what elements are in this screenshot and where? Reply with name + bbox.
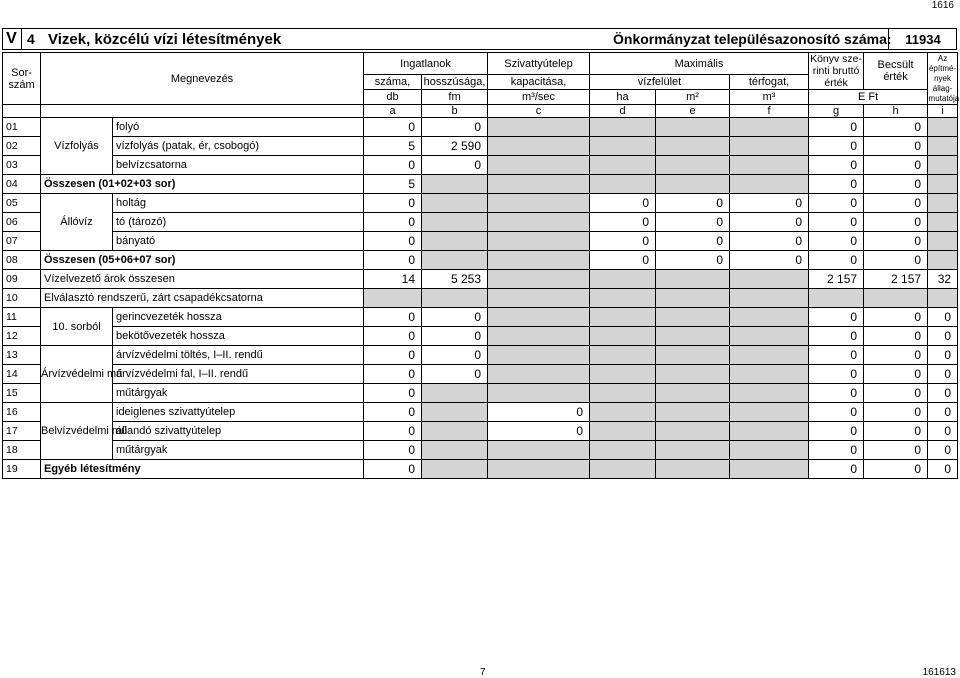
cell-h: 0 [864,308,928,327]
cell-e [656,346,730,365]
cell-a: 0 [364,460,422,479]
cell-b [422,194,488,213]
cell-a: 0 [364,327,422,346]
cell-h: 0 [864,365,928,384]
table-row [3,327,958,346]
col-letter: b [422,105,488,118]
cell-f [730,441,809,460]
row-label: bekötővezeték hossza [113,327,364,346]
cell-d [590,308,656,327]
cell-i [928,251,958,270]
cell-b [422,289,488,308]
cell-a: 0 [364,308,422,327]
cell-d: 0 [590,194,656,213]
col-letter: h [864,105,928,118]
cell-h: 0 [864,251,928,270]
row-label: műtárgyak [113,384,364,403]
cell-f [730,156,809,175]
row-label: Elválasztó rendszerű, zárt csapadékcsatorna [41,289,364,308]
cell-d [590,270,656,289]
table-row [3,156,958,175]
cell-i [928,194,958,213]
table-row [3,232,958,251]
cell-b [422,403,488,422]
header-sorszam: Sor- szám [3,53,41,105]
cell-c: 0 [488,403,590,422]
table-row [3,213,958,232]
cell-b: 0 [422,308,488,327]
cell-a: 0 [364,365,422,384]
row-number: 16 [3,403,41,422]
row-label: Összesen (05+06+07 sor) [41,251,364,270]
cell-d [590,422,656,441]
cell-g: 0 [809,422,864,441]
cell-e: 0 [656,232,730,251]
cell-d: 0 [590,251,656,270]
cell-e [656,270,730,289]
header-szama: száma, [364,75,422,90]
cell-c [488,327,590,346]
cell-f [730,346,809,365]
col-letter: i [928,105,958,118]
row-number: 08 [3,251,41,270]
row-number: 14 [3,365,41,384]
cell-c [488,118,590,137]
table-row [3,346,958,365]
cell-i: 0 [928,460,958,479]
cell-c [488,270,590,289]
row-label: Egyéb létesítmény [41,460,364,479]
row-label: belvízcsatorna [113,156,364,175]
row-number: 10 [3,289,41,308]
cell-e [656,441,730,460]
cell-i: 0 [928,422,958,441]
header-hosszusaga: hosszúsága, [422,75,488,90]
cell-i: 0 [928,346,958,365]
cell-h: 0 [864,232,928,251]
cell-g: 0 [809,346,864,365]
cell-b: 0 [422,365,488,384]
row-number: 06 [3,213,41,232]
row-number: 01 [3,118,41,137]
cell-b [422,460,488,479]
cell-g: 0 [809,232,864,251]
cell-d [590,156,656,175]
cell-e: 0 [656,194,730,213]
header-konyv: Könyv sze- rinti bruttó érték [810,53,863,89]
cell-e [656,118,730,137]
table-row [3,194,958,213]
cell-f: 0 [730,251,809,270]
cell-d [590,384,656,403]
table-row [3,384,958,403]
cell-h: 0 [864,175,928,194]
cell-b [422,422,488,441]
col-letter: d [590,105,656,118]
table-row [3,251,958,270]
header-maximalis: Maximális [590,53,809,75]
col-letter: a [364,105,422,118]
cell-g: 0 [809,137,864,156]
cell-d [590,460,656,479]
cell-c [488,175,590,194]
row-number: 07 [3,232,41,251]
header-m3: m³ [730,90,809,105]
group-label: Vízfolyás [41,118,113,175]
table-row [3,270,958,289]
cell-c [488,365,590,384]
cell-h: 0 [864,213,928,232]
col-letter: c [488,105,590,118]
cell-g: 0 [809,251,864,270]
row-label: árvízvédelmi töltés, I–II. rendű [113,346,364,365]
cell-h: 0 [864,422,928,441]
header-ha: ha [590,90,656,105]
cell-h: 0 [864,194,928,213]
cell-c [488,251,590,270]
cell-b: 2 590 [422,137,488,156]
cell-h [864,289,928,308]
cell-c [488,460,590,479]
header-m3sec: m³/sec [488,90,590,105]
cell-d [590,118,656,137]
row-label: tó (tározó) [113,213,364,232]
cell-c [488,232,590,251]
cell-e [656,422,730,441]
row-label: műtárgyak [113,441,364,460]
cell-f [730,384,809,403]
cell-f [730,137,809,156]
municipality-code: 11934 [888,28,957,50]
cell-e [656,308,730,327]
group-label: Árvízvédelmi mű [41,346,113,403]
cell-i: 0 [928,403,958,422]
cell-c [488,213,590,232]
cell-g: 0 [809,175,864,194]
cell-d [590,175,656,194]
cell-f: 0 [730,194,809,213]
cell-b [422,232,488,251]
cell-c [488,441,590,460]
cell-a: 5 [364,137,422,156]
cell-e [656,289,730,308]
col-letter: g [809,105,864,118]
row-number: 02 [3,137,41,156]
cell-i: 32 [928,270,958,289]
cell-c [488,384,590,403]
cell-i [928,118,958,137]
cell-c [488,289,590,308]
row-label: gerincvezeték hossza [113,308,364,327]
col-letter: f [730,105,809,118]
cell-c [488,308,590,327]
row-number: 05 [3,194,41,213]
cell-g: 0 [809,194,864,213]
cell-i [928,289,958,308]
row-number: 17 [3,422,41,441]
table-row [3,137,958,156]
cell-a: 0 [364,213,422,232]
row-number: 03 [3,156,41,175]
table-row [3,460,958,479]
cell-f [730,175,809,194]
cell-i: 0 [928,441,958,460]
group-label: Belvízvédelmi mű [41,403,113,460]
col-letter: e [656,105,730,118]
cell-a: 0 [364,194,422,213]
cell-i [928,156,958,175]
cell-b [422,251,488,270]
cell-c [488,346,590,365]
cell-e [656,403,730,422]
cell-h: 0 [864,460,928,479]
cell-d: 0 [590,232,656,251]
header-ingatlanok: Ingatlanok [364,53,488,75]
cell-d [590,403,656,422]
row-label: árvízvédelmi fal, I–II. rendű [113,365,364,384]
header-m2: m² [656,90,730,105]
cell-f [730,365,809,384]
cell-g [809,289,864,308]
row-label: folyó [113,118,364,137]
cell-d [590,441,656,460]
header-becsult: Becsült érték [864,53,928,90]
cell-a: 0 [364,232,422,251]
cell-g: 0 [809,384,864,403]
cell-i [928,213,958,232]
cell-i: 0 [928,308,958,327]
table-row [3,308,958,327]
table-row [3,403,958,422]
table-row [3,175,958,194]
row-number: 19 [3,460,41,479]
cell-f [730,118,809,137]
cell-a: 0 [364,441,422,460]
row-label: állandó szivattyútelep [113,422,364,441]
cell-b: 0 [422,118,488,137]
cell-f [730,270,809,289]
header-megnevezes: Megnevezés [41,53,364,105]
cell-i: 0 [928,327,958,346]
group-label: 10. sorból [41,308,113,346]
cell-h: 0 [864,346,928,365]
cell-d [590,365,656,384]
cell-b: 0 [422,156,488,175]
cell-f [730,308,809,327]
header-allag: Az építmé- nyek állag- mutatója [928,53,960,103]
cell-b [422,213,488,232]
cell-f [730,403,809,422]
header-fm: fm [422,90,488,105]
table-row [3,365,958,384]
header-db: db [364,90,422,105]
cell-h: 0 [864,118,928,137]
cell-g: 0 [809,308,864,327]
cell-b [422,441,488,460]
cell-c: 0 [488,422,590,441]
cell-d [590,137,656,156]
cell-i: 0 [928,384,958,403]
cell-b [422,175,488,194]
table-row [3,289,958,308]
section-number: 4 [27,31,35,47]
row-number: 12 [3,327,41,346]
cell-f [730,460,809,479]
table-row [3,441,958,460]
header-eft: E Ft [809,90,928,105]
cell-i [928,232,958,251]
cell-e [656,156,730,175]
cell-c [488,194,590,213]
cell-e: 0 [656,213,730,232]
section-letter: V [2,28,22,50]
row-label: Összesen (01+02+03 sor) [41,175,364,194]
cell-h: 0 [864,403,928,422]
cell-a [364,289,422,308]
row-number: 04 [3,175,41,194]
header-kapacitasa: kapacitása, [488,75,590,90]
cell-a: 5 [364,175,422,194]
cell-f [730,327,809,346]
cell-c [488,156,590,175]
cell-d: 0 [590,213,656,232]
row-number: 15 [3,384,41,403]
cell-g: 0 [809,213,864,232]
cell-g: 0 [809,327,864,346]
cell-h: 0 [864,384,928,403]
cell-a: 0 [364,384,422,403]
row-label: Vízelvezető árok összesen [41,270,364,289]
table-row [3,422,958,441]
cell-g: 0 [809,441,864,460]
cell-f: 0 [730,232,809,251]
row-number: 13 [3,346,41,365]
footer-code: 161613 [922,667,956,678]
row-number: 11 [3,308,41,327]
section-title: Vizek, közcélú vízi létesítmények [48,31,282,48]
municipality-label: Önkormányzat településazonosító száma: [613,31,892,47]
cell-g: 2 157 [809,270,864,289]
group-label: Állóvíz [41,194,113,251]
cell-h: 0 [864,137,928,156]
cell-a: 0 [364,118,422,137]
cell-b: 0 [422,346,488,365]
row-label: bányató [113,232,364,251]
cell-i: 0 [928,365,958,384]
cell-h: 0 [864,327,928,346]
table-row [3,118,958,137]
cell-g: 0 [809,365,864,384]
cell-g: 0 [809,460,864,479]
cell-h: 0 [864,441,928,460]
cell-e: 0 [656,251,730,270]
data-table [2,52,958,479]
cell-f [730,289,809,308]
cell-e [656,137,730,156]
cell-f [730,422,809,441]
footer-page-number: 7 [480,667,486,678]
cell-a: 0 [364,346,422,365]
cell-h: 0 [864,156,928,175]
header-terfogat: térfogat, [730,75,809,90]
cell-a: 0 [364,403,422,422]
row-label: vízfolyás (patak, ér, csobogó) [113,137,364,156]
row-label: holtág [113,194,364,213]
cell-e [656,460,730,479]
cell-b: 0 [422,327,488,346]
cell-e [656,327,730,346]
row-number: 18 [3,441,41,460]
cell-g: 0 [809,156,864,175]
cell-b [422,384,488,403]
header-vizfelulet: vízfelület [590,75,730,90]
row-number: 09 [3,270,41,289]
cell-d [590,327,656,346]
cell-g: 0 [809,118,864,137]
cell-a: 0 [364,156,422,175]
cell-d [590,289,656,308]
cell-e [656,175,730,194]
header-szivattyutelep: Szivattyútelep [488,53,590,75]
cell-c [488,137,590,156]
cell-a: 14 [364,270,422,289]
row-label: ideiglenes szivattyútelep [113,403,364,422]
cell-i [928,137,958,156]
cell-d [590,346,656,365]
cell-i [928,175,958,194]
cell-a: 0 [364,251,422,270]
cell-e [656,365,730,384]
cell-b: 5 253 [422,270,488,289]
cell-g: 0 [809,403,864,422]
cell-f: 0 [730,213,809,232]
cell-h: 2 157 [864,270,928,289]
cell-e [656,384,730,403]
cell-a: 0 [364,422,422,441]
page-number: 1616 [931,0,954,11]
